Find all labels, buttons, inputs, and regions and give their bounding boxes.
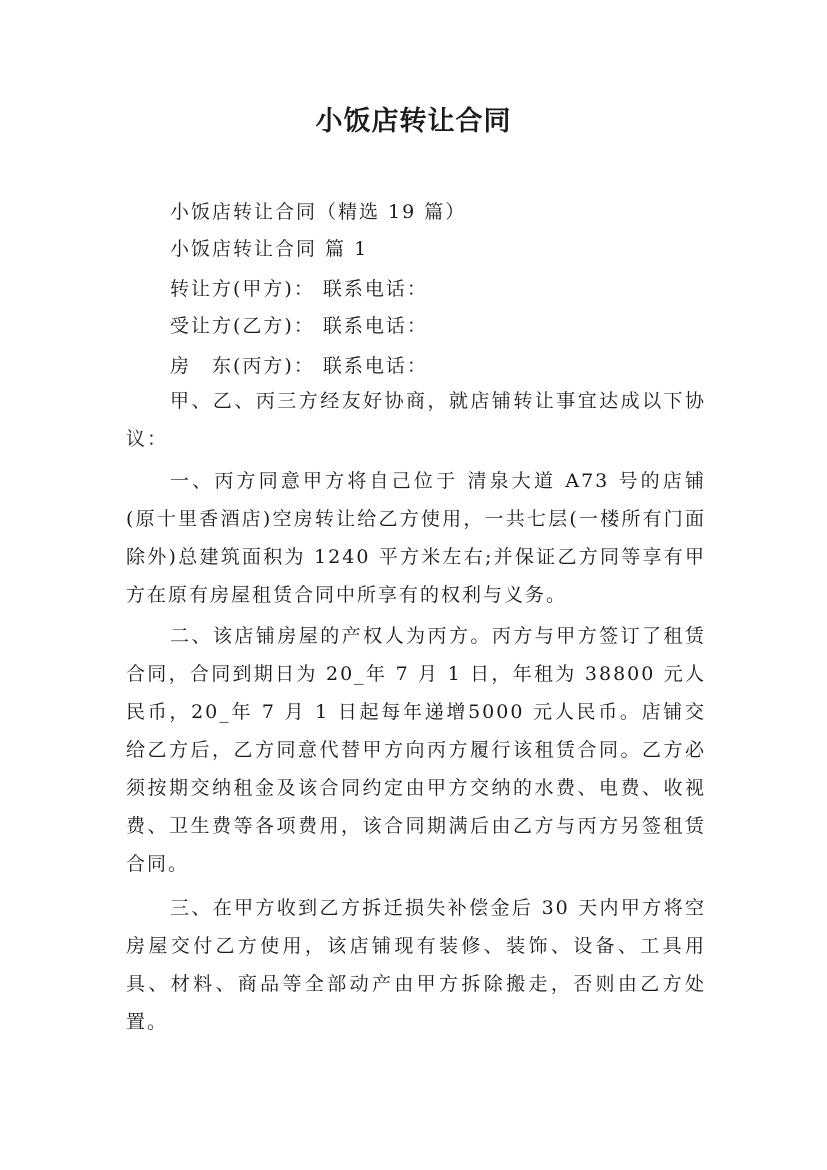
document-subtitle: 小饭店转让合同（精选 19 篇） xyxy=(170,201,467,223)
clause-3-paragraph: 三、在甲方收到乙方拆迁损失补偿金后 30 天内甲方将空房屋交付乙方使用，该店铺现有装修、装饰、设备、工具用具、材料、商品等全部动产由甲方拆除搬走，否则由乙方处置。 xyxy=(126,897,706,1033)
preamble-paragraph: 甲、乙、丙三方经友好协商，就店铺转让事宜达成以下协议： xyxy=(126,390,706,450)
document-title: 小饭店转让合同 xyxy=(315,106,512,137)
party-a-line: 转让方(甲方)： 联系电话： xyxy=(170,278,428,300)
party-c-line: 房 东(丙方)： 联系电话： xyxy=(170,355,428,377)
clause-2-paragraph: 二、该店铺房屋的产权人为丙方。丙方与甲方签订了租赁合同，合同到期日为 20_年 7 月 1 日，年租为 38800 元人民币，20_年 7 月 1 日起每年递增5000 元人民币。店铺交给乙方后，乙方同意代替甲方向丙方履行该租赁合同。乙方必须按期交纳租金及该合同约定由甲方交纳的水费、电费、收视费、卫生费等各项费用，该合同期满后由乙方与丙方另签租赁合同。 xyxy=(126,625,706,875)
section-heading: 小饭店转让合同 篇 1 xyxy=(170,238,369,260)
clause-1-paragraph: 一、丙方同意甲方将自己位于 清泉大道 A73 号的店铺(原十里香酒店)空房转让给乙方使用，一共七层(一楼所有门面除外)总建筑面积为 1240 平方米左右;并保证乙方同等享有甲方在原有房屋租赁合同中所享有的权利与义务。 xyxy=(126,470,706,606)
party-b-line: 受让方(乙方)： 联系电话： xyxy=(170,315,428,337)
